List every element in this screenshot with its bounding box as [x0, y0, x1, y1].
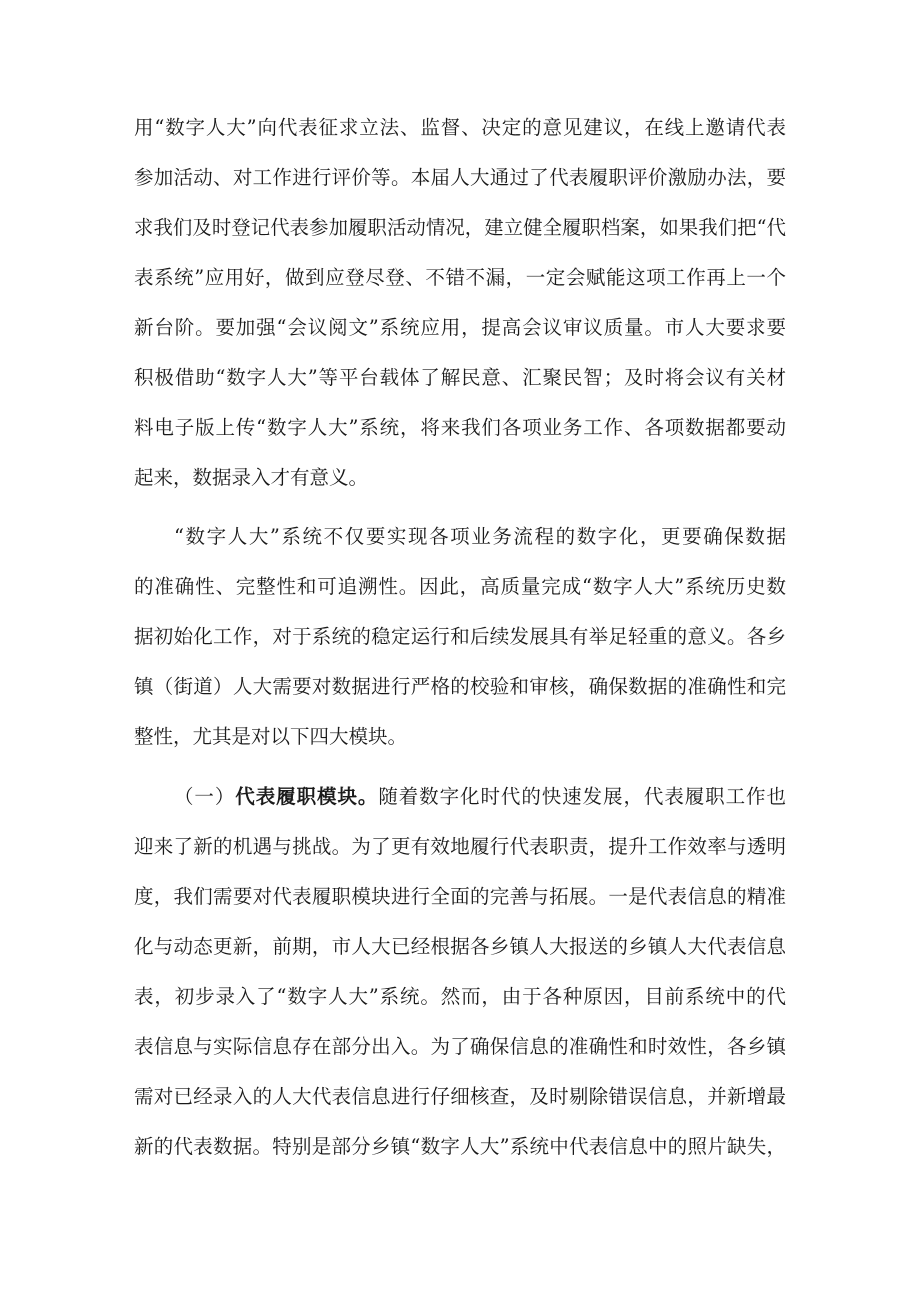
text-line: 据初始化工作，对于系统的稳定运行和后续发展具有举足轻重的意义。各乡	[134, 625, 786, 648]
text-line: 求我们及时登记代表参加履职活动情况，建立健全履职档案，如果我们把“代	[134, 216, 786, 239]
section-title: 代表履职模块。	[235, 785, 379, 808]
section-heading-line	[174, 776, 786, 818]
text-line: 用“数字人大”向代表征求立法、监督、决定的意见建议，在线上邀请代表	[134, 116, 786, 139]
text-line: 度，我们需要对代表履职模块进行全面的完善与拓展。一是代表信息的精准	[134, 885, 786, 908]
text-line: 镇（街道）人大需要对数据进行严格的校验和审核，确保数据的准确性和完	[134, 675, 786, 698]
text-line: 参加活动、对工作进行评价等。本届人大通过了代表履职评价激励办法，要	[134, 166, 786, 189]
text-line: 的准确性、完整性和可追溯性。因此，高质量完成“数字人大”系统历史数	[134, 575, 786, 598]
text-line: 积极借助“数字人大”等平台载体了解民意、汇聚民智；及时将会议有关材	[134, 366, 786, 389]
text-line: 表，初步录入了“数字人大”系统。然而，由于各种原因，目前系统中的代	[134, 985, 786, 1008]
text-line: 迎来了新的机遇与挑战。为了更有效地履行代表职责，提升工作效率与透明	[134, 835, 786, 858]
text-line: “数字人大”系统不仅要实现各项业务流程的数字化，更要确保数据	[174, 525, 786, 548]
text-line: 表信息与实际信息存在部分出入。为了确保信息的准确性和时效性，各乡镇	[134, 1035, 786, 1058]
section-heading-rest: 随着数字化时代的快速发展，代表履职工作也	[378, 785, 786, 808]
section-number: （一）	[174, 785, 236, 808]
text-line: 化与动态更新，前期，市人大已经根据各乡镇人大报送的乡镇人大代表信息	[134, 935, 786, 958]
text-line: 起来，数据录入才有意义。	[134, 466, 369, 489]
text-line: 需对已经录入的人大代表信息进行仔细核查，及时剔除错误信息，并新增最	[134, 1085, 786, 1108]
text-line: 整性，尤其是对以下四大模块。	[134, 725, 408, 748]
text-line: 新台阶。要加强“会议阅文”系统应用，提高会议审议质量。市人大要求要	[134, 316, 786, 339]
text-line: 料电子版上传“数字人大”系统，将来我们各项业务工作、各项数据都要动	[134, 416, 786, 439]
text-line: 新的代表数据。特别是部分乡镇“数字人大”系统中代表信息中的照片缺失，	[134, 1135, 786, 1158]
text-line: 表系统”应用好，做到应登尽登、不错不漏，一定会赋能这项工作再上一个	[134, 266, 786, 289]
